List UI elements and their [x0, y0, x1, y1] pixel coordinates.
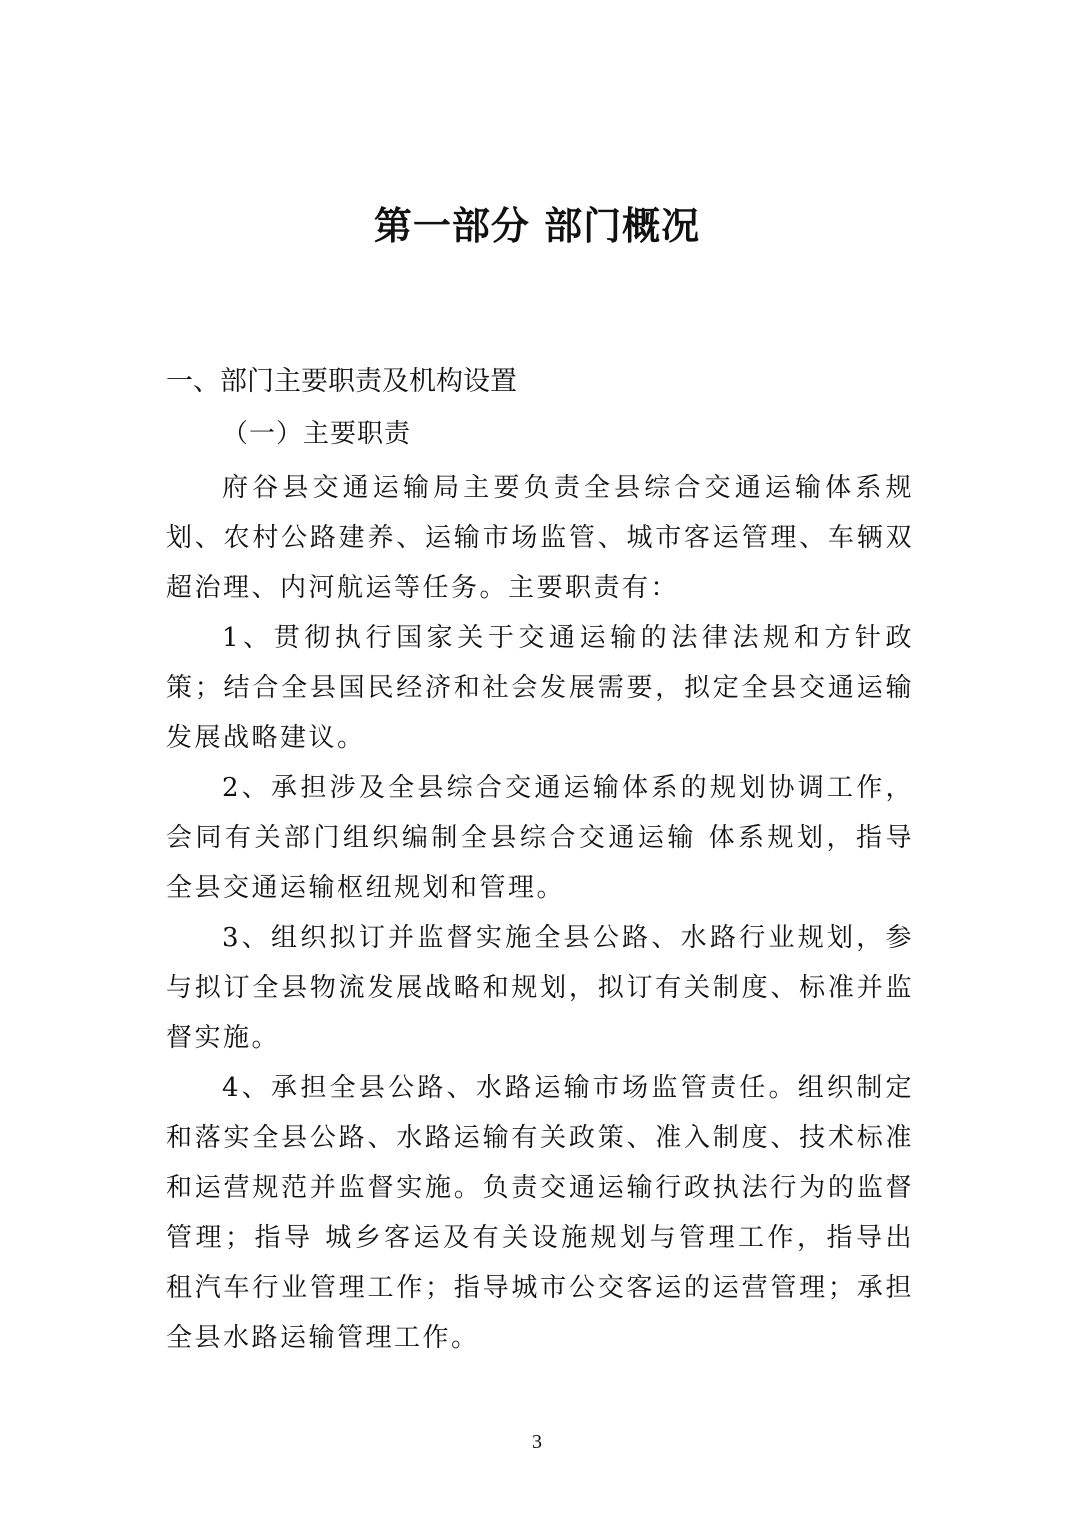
page-title: 第一部分 部门概况	[373, 204, 701, 248]
paragraph-duty-4: 4、承担全县公路、水路运输市场监管责任。组织制定和落实全县公路、水路运输有关政策、准入制度、技术标准和运营规范并监督实施。负责交通运输行政执法行为的监督管理；指导 城乡客运及有关设施规划与管理工作，指导出租汽车行业管理工作；指导城市公交客运的运营管理；承担全县水路运输管理工作。	[166, 1073, 914, 1353]
paragraph-duty-3: 3、组织拟订并监督实施全县公路、水路行业规划，参与拟订全县物流发展战略和规划，拟订有关制度、标准并监督实施。	[166, 923, 914, 1053]
paragraph-duty-2: 2、承担涉及全县综合交通运输体系的规划协调工作，会同有关部门组织编制全县综合交通运输 体系规划，指导全县交通运输枢纽规划和管理。	[166, 773, 914, 903]
section-heading: 一、部门主要职责及机构设置	[166, 366, 517, 397]
paragraph-intro: 府谷县交通运输局主要负责全县综合交通运输体系规划、农村公路建养、运输市场监管、城市客运管理、车辆双超治理、内河航运等任务。主要职责有：	[166, 473, 914, 603]
paragraph-duty-1: 1、贯彻执行国家关于交通运输的法律法规和方针政策；结合全县国民经济和社会发展需要，拟定全县交通运输发展战略建议。	[166, 623, 914, 753]
body-text	[166, 463, 914, 1363]
page-number: 3	[532, 1431, 542, 1453]
subsection-heading: （一）主要职责	[222, 419, 412, 449]
